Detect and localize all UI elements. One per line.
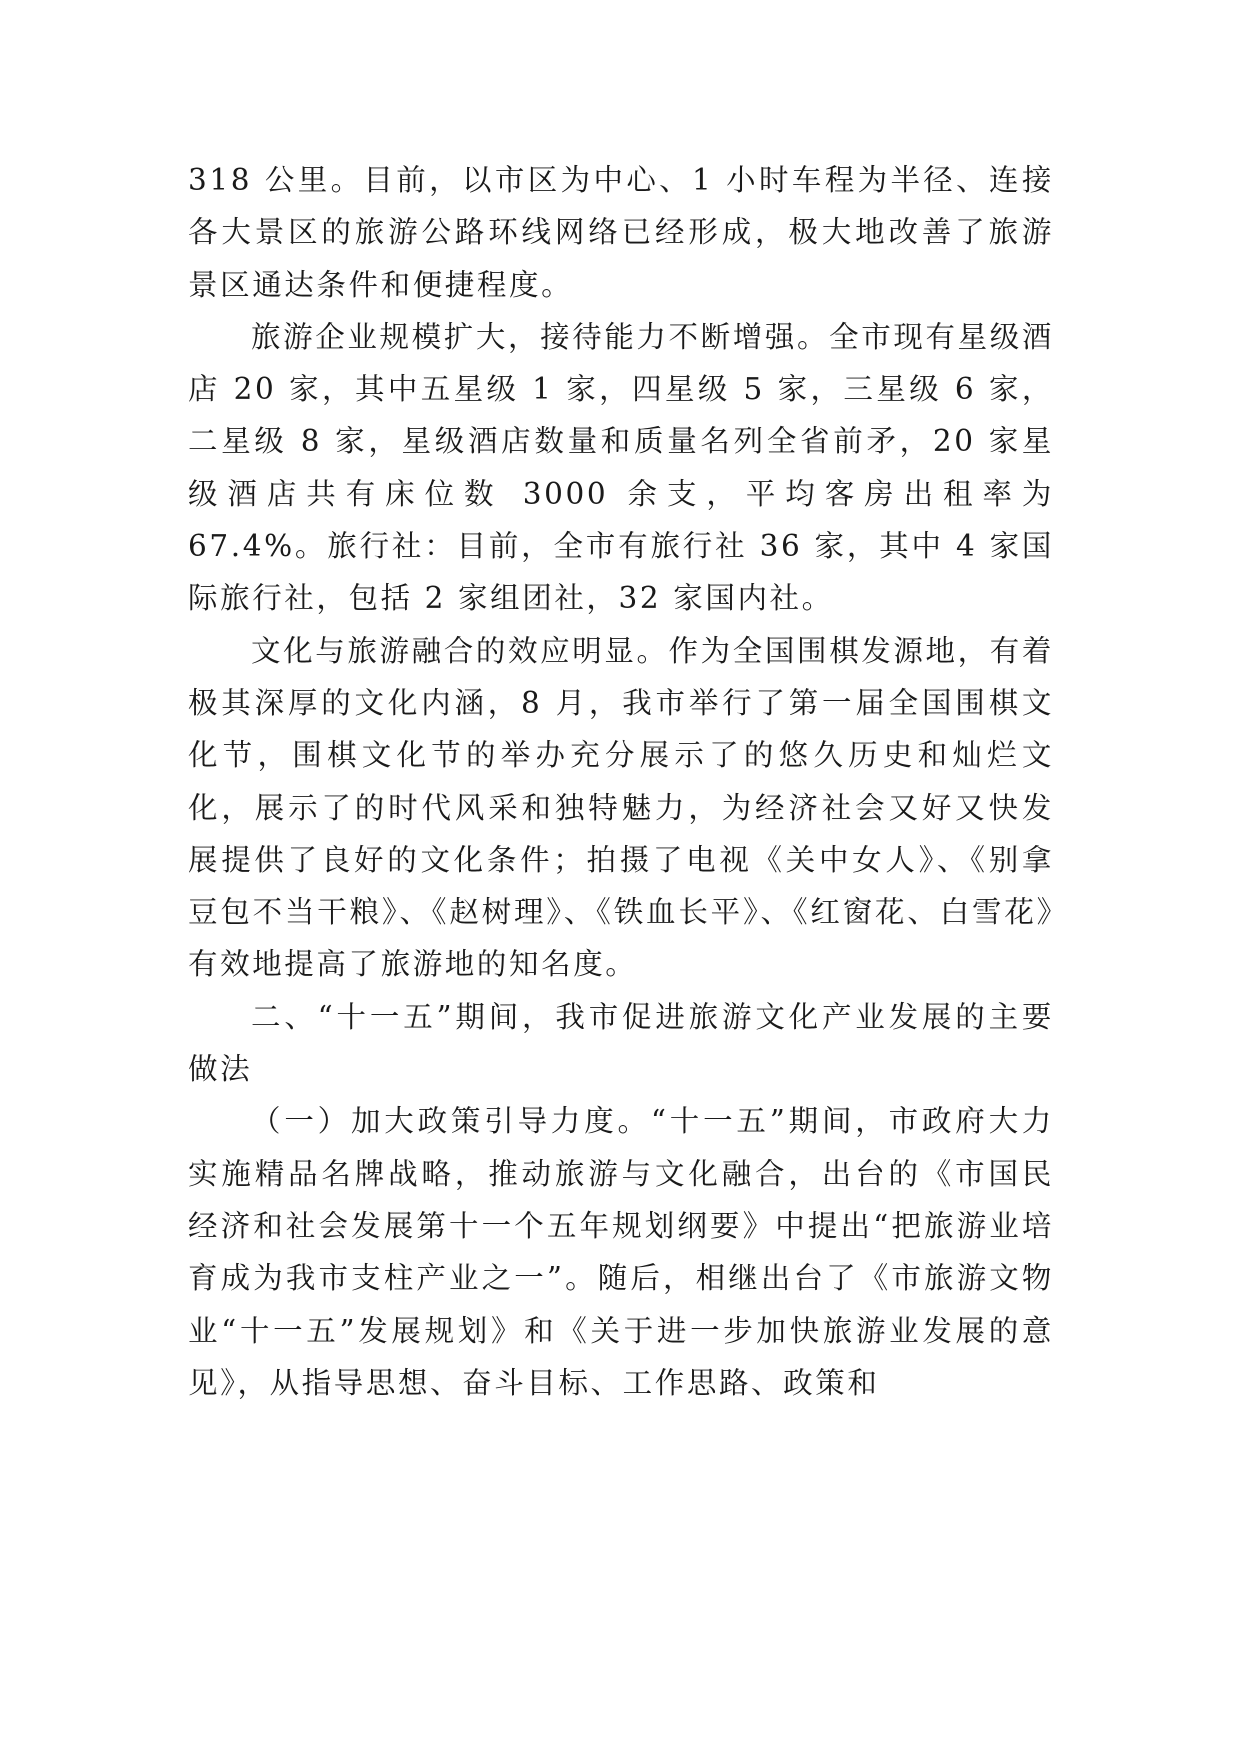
paragraph-culture-tourism: 文化与旅游融合的效应明显。作为全国围棋发源地，有着极其深厚的文化内涵，8 月，我市举行了第一届全国围棋文化节，围棋文化节的举办充分展示了的悠久历史和灿烂文化，展示了的时代风采和独特魅力，为经济社会又好又快发展提供了良好的文化条件；拍摄了电视《关中女人》、《别拿豆包不当干粮》、《赵树理》、《铁血长平》、《红窗花、白雪花》有效地提高了旅游地的知名度。 [188, 633, 1054, 982]
paragraph-road-network: 318 公里。目前，以市区为中心、1 小时车程为半径、连接各大景区的旅游公路环线网络已经形成，极大地改善了旅游景区通达条件和便捷程度。 [188, 163, 1054, 302]
paragraph-policy-guidance: （一）加大政策引导力度。“十一五”期间，市政府大力实施精品名牌战略，推动旅游与文化融合，出台的《市国民经济和社会发展第十一个五年规划纲要》中提出“把旅游业培育成为我市支柱产业之一”。随后，相继出台了《市旅游文物业“十一五”发展规划》和《关于进一步加快旅游业发展的意见》，从指导思想、奋斗目标、工作思路、政策和 [188, 1104, 1054, 1400]
section-heading-main-practices: 二、“十一五”期间，我市促进旅游文化产业发展的主要做法 [188, 999, 1054, 1087]
document-body [188, 154, 1054, 1409]
paragraph-tourism-enterprises: 旅游企业规模扩大，接待能力不断增强。全市现有星级酒店 20 家，其中五星级 1 家，四星级 5 家，三星级 6 家，二星级 8 家，星级酒店数量和质量名列全省前矛，20 家星级酒店共有床位数 3000 余支，平均客房出租率为 67.4%。旅行社：目前，全市有旅行社 36 家，其中 4 家国际旅行社，包括 2 家组团社，32 家国内社。 [188, 319, 1054, 616]
